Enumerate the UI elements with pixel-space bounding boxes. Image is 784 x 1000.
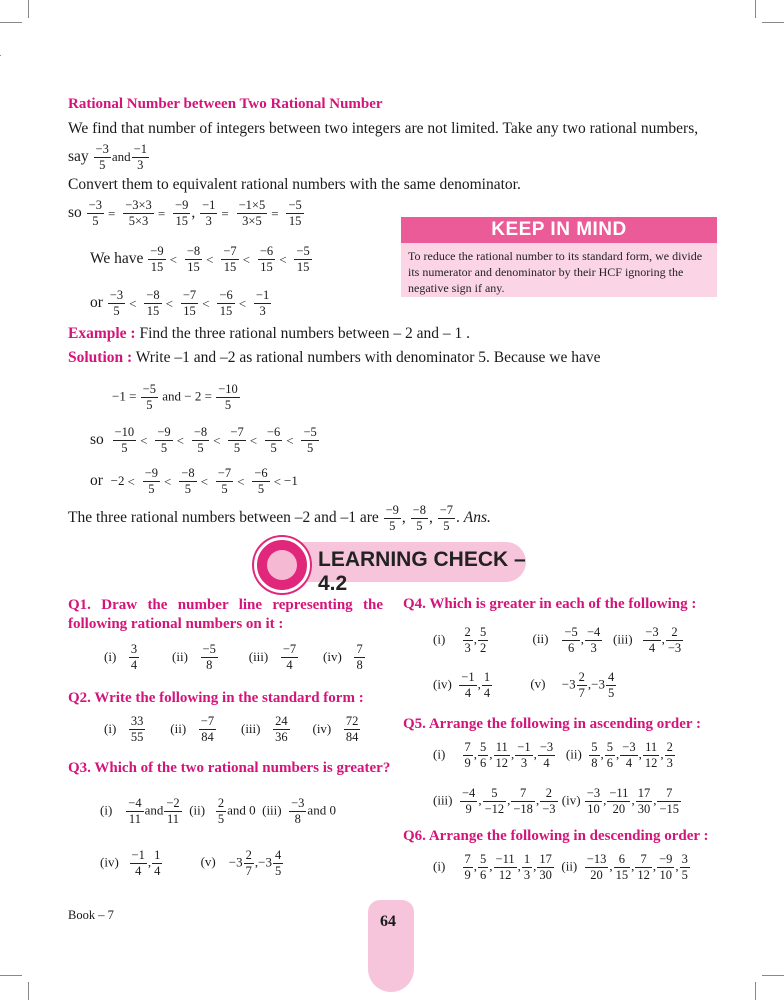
q1-options: (i) $\frac{3}{4}$ (ii) $\frac{-5}{8}$ (iii) $\frac{-7}{4}$ (iv) $\frac{7}{8}$ bbox=[104, 642, 363, 672]
keep-in-mind-box bbox=[401, 217, 717, 297]
say-line: say $\frac{-3}{5}$ and $\frac{-1}{3}$ bbox=[68, 142, 147, 172]
page-number: 64 bbox=[380, 913, 396, 930]
q2-text: Q2. Write the following in the standard form : bbox=[68, 690, 364, 706]
q5-text: Q5. Arrange the following in ascending order : bbox=[403, 716, 702, 732]
solution-so: so $\frac{-10}{5}$ < $\frac{-9}{5}$ < $\frac{-8}{5}$ < $\frac{-7}{5}$ < $\frac{-6}{5}$ < $\frac{-5}{5}$ bbox=[90, 425, 317, 455]
q3-options-row2: (iv) $\frac{-1}{4}$ , $\frac{1}{4}$ (v) −3 $\frac{2}{7}$ ,−3 $\frac{4}{5}$ bbox=[100, 848, 282, 878]
solution-line: Solution : Write –1 and –2 as rational numbers with denominator 5. Because we have bbox=[68, 349, 601, 366]
q6-text: Q6. Arrange the following in descending order : bbox=[403, 828, 709, 844]
keep-in-mind-text: To reduce the rational number to its standard form, we divide its numerator and denominator by their HCF ignoring the negative sign if any. bbox=[408, 249, 703, 295]
we-have-inequality: We have $\frac{-9}{15}$ < $\frac{-8}{15}$ < $\frac{-7}{15}$ < $\frac{-6}{15}$ < $\frac{-5}{15}$ bbox=[90, 244, 310, 274]
q4-text: Q4. Which is greater in each of the following : bbox=[403, 596, 697, 612]
q4-options-row1: (i) $\frac{2}{3}$ , $\frac{5}{2}$ (ii) $\frac{-5}{6}$ , $\frac{-4}{3}$ (iii) $\frac{-3}{4}$ , $\frac{2}{-3}$ bbox=[433, 625, 682, 655]
q6-options: (i) $\frac{7}{9}$ , $\frac{5}{6}$ , $\frac{-11}{12}$ , $\frac{1}{3}$ , $\frac{17}{30}$ (ii) $\frac{-13}{20}$ , $\frac{6}{15}$ , $\frac{7}{12}$ , $\frac{-9}{10}$ , $\frac{3}{5}$ bbox=[433, 852, 688, 882]
conclusion-line: The three rational numbers between –2 and –1 are $\frac{-9}{5}$ , $\frac{-8}{5}$ , $\frac{-7}{5}$ . Ans. bbox=[68, 503, 491, 533]
learning-check-title: LEARNING CHECK – 4.2 bbox=[318, 548, 526, 595]
example-line: Example : Find the three rational numbers between – 2 and – 1 . bbox=[68, 325, 471, 342]
convert-text: Convert them to equivalent rational numbers with the same denominator. bbox=[68, 176, 521, 193]
q5-options-row2: (iii) $\frac{-4}{9}$ , $\frac{5}{-12}$ , $\frac{7}{-18}$ , $\frac{2}{-3}$ (iv) $\frac{-3}{10}$ , $\frac{-11}{20}$ , $\frac{17}{30}$ , $\frac{7}{-15}$ bbox=[433, 786, 679, 816]
section-title: Rational Number between Two Rational Number bbox=[68, 96, 383, 112]
q3-text: Q3. Which of the two rational numbers is greater? bbox=[68, 760, 391, 776]
footer-book: Book – 7 bbox=[68, 908, 114, 922]
learning-check-banner bbox=[290, 542, 526, 595]
q1-text: Q1. Draw the number line representing the following rational numbers on it : bbox=[68, 597, 383, 632]
q4-options-row2: (iv) $\frac{-1}{4}$ , $\frac{1}{4}$ (v) −3 $\frac{2}{7}$ ,−3 $\frac{4}{5}$ bbox=[433, 670, 615, 700]
keep-in-mind-title: KEEP IN MIND bbox=[401, 217, 717, 243]
so-equation: so $\frac{-3}{5}$ = $\frac{-3\times 3}{5\times 3}$ = $\frac{-9}{15}$ , $\frac{-1}{3}$ = $\frac{-1\times 5}{3\times 5}$ = $\frac{-5}{15}$ bbox=[68, 198, 302, 228]
or-inequality: or $\frac{-3}{5}$ < $\frac{-8}{15}$ < $\frac{-7}{15}$ < $\frac{-6}{15}$ < $\frac{-1}{3}$ bbox=[90, 288, 270, 318]
solution-eq1: −1 = $\frac{-5}{5}$ and − 2 = $\frac{-10}{5}$ bbox=[112, 382, 238, 412]
q5-options-row1: (i) $\frac{7}{9}$ , $\frac{5}{6}$ , $\frac{11}{12}$ , $\frac{-1}{3}$ , $\frac{-3}{4}$ (ii) $\frac{5}{8}$ , $\frac{5}{6}$ , $\frac{-3}{4}$ , $\frac{11}{12}$ , $\frac{2}{3}$ bbox=[433, 740, 673, 770]
q3-options-row1: (i) $\frac{-4}{11}$ and $\frac{-2}{11}$ (ii) $\frac{2}{5}$ and 0 (iii) $\frac{-3}{8}$ and 0 bbox=[100, 796, 336, 826]
solution-or: or −2 < $\frac{-9}{5}$ < $\frac{-8}{5}$ < $\frac{-7}{5}$ < $\frac{-6}{5}$ < −1 bbox=[90, 466, 298, 496]
intro-text: We find that number of integers between two integers are not limited. Take any two rational numbers, bbox=[68, 120, 699, 137]
bee-mascot-icon bbox=[254, 537, 310, 593]
q2-options: (i) $\frac{33}{55}$ (ii) $\frac{-7}{84}$ (iii) $\frac{24}{36}$ (iv) $\frac{72}{84}$ bbox=[104, 714, 359, 744]
